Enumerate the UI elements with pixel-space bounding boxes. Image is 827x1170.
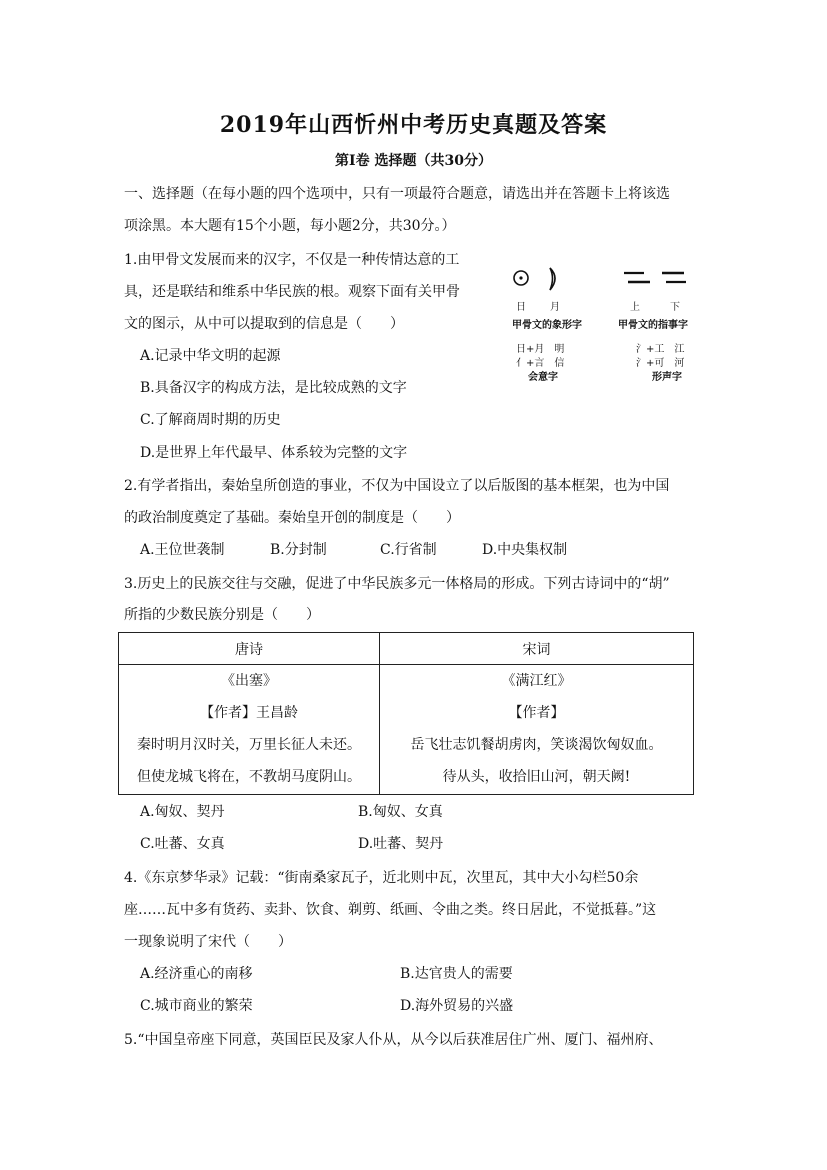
song-poem-line-1: 岳飞壮志饥餐胡虏肉，笑谈渴饮匈奴血。: [410, 737, 663, 753]
q4-option-c: C.城市商业的繁荣: [140, 998, 253, 1014]
tang-poem-author: 【作者】王昌龄: [200, 705, 298, 721]
q1-text-line-2: 具，还是联结和维系中华民族的根。观察下面有关甲骨: [124, 284, 460, 300]
poem-cell-song: [380, 665, 694, 795]
q1-option-d: D.是世界上年代最早、体系较为完整的文字: [140, 445, 408, 461]
moon-glyph-icon: [550, 268, 555, 290]
q2-option-a: A.王位世袭制: [140, 542, 225, 558]
page-title: 2019年山西忻州中考历史真题及答案: [219, 112, 608, 138]
q4-option-b: B.达官贵人的需要: [400, 966, 513, 982]
q4-option-a: A.经济重心的南移: [140, 966, 253, 982]
tang-poem-line-1: 秦时明月汉时关，万里长征人未还。: [137, 737, 361, 753]
q2-text-line-2: 的政治制度奠定了基础。秦始皇开创的制度是（ ）: [124, 510, 460, 526]
song-poem-line-2: 待从头，收拾旧山河，朝天阙!: [442, 769, 631, 785]
huiyi-caption: 会意字: [528, 372, 558, 383]
oracle-bone-figure: [500, 258, 700, 388]
q3-option-c: C.吐蕃、女真: [140, 836, 225, 852]
tang-poem-title: 《出塞》: [221, 673, 277, 689]
q3-text-line-1: 3.历史上的民族交往与交融，促进了中华民族多元一体格局的形成。下列古诗词中的“胡”: [124, 576, 670, 592]
xingsheng-row-2: 氵+可 河: [636, 358, 685, 369]
q2-option-b: B.分封制: [270, 542, 327, 558]
huiyi-row-1: 日+月 明: [516, 344, 565, 355]
instructions-line-2: 项涂黑。本大题有15个小题，每小题2分，共30分。）: [124, 218, 456, 234]
huiyi-row-2: 亻+言 信: [516, 358, 565, 369]
indicative-caption: 甲骨文的指事字: [618, 320, 688, 331]
q5-text-line-1: 5.“中国皇帝座下同意，英国臣民及家人仆从，从今以后获准居住广州、厦门、福州府、: [124, 1032, 663, 1048]
xingsheng-row-1: 氵+工 江: [636, 344, 685, 355]
q3-option-b: B.匈奴、女真: [358, 804, 443, 820]
q4-text-line-1: 4.《东京梦华录》记载：“街南桑家瓦子，近北则中瓦，次里瓦，其中大小勾栏50余: [124, 870, 639, 886]
q1-option-b: B.具备汉字的构成方法，是比较成熟的文字: [140, 380, 407, 396]
q4-option-d: D.海外贸易的兴盛: [400, 998, 514, 1014]
song-poem-title: 《满江红》: [501, 673, 572, 689]
section-subtitle: 第Ⅰ卷 选择题（共30分）: [335, 153, 492, 169]
q1-text-line-3: 文的图示，从中可以提取到的信息是（ ）: [124, 316, 404, 332]
glyph-label-shang: 上: [630, 302, 640, 313]
poem-table-body-row: [119, 665, 694, 795]
instructions-line-1: 一、选择题（在每小题的四个选项中，只有一项最符合题意，请选出并在答题卡上将该选: [124, 186, 670, 202]
q2-option-d: D.中央集权制: [482, 542, 568, 558]
poem-table-header-row: [119, 633, 694, 665]
poem-header-tang: 唐诗: [119, 633, 380, 665]
q4-text-line-2: 座……瓦中多有货药、卖卦、饮食、剃剪、纸画、令曲之类。终日居此，不觉抵暮。”这: [124, 902, 657, 918]
glyph-label-xia: 下: [670, 302, 680, 313]
xingsheng-caption: 形声字: [652, 372, 682, 383]
song-poem-author: 【作者】: [508, 705, 565, 721]
q1-text-line-1: 1.由甲骨文发展而来的汉字，不仅是一种传情达意的工: [124, 252, 460, 268]
tang-poem-line-2: 但使龙城飞将在，不教胡马度阴山。: [137, 769, 361, 785]
poem-cell-tang: [119, 665, 380, 795]
glyph-label-yue: 月: [550, 302, 560, 313]
sun-glyph-dot: [519, 276, 522, 279]
q3-option-a: A.匈奴、契丹: [140, 804, 225, 820]
q4-text-line-3: 一现象说明了宋代（ ）: [124, 934, 292, 950]
q3-text-line-2: 所指的少数民族分别是（ ）: [124, 607, 320, 623]
q1-option-a: A.记录中华文明的起源: [140, 348, 281, 364]
glyph-label-ri: 日: [516, 302, 526, 313]
poem-table: [118, 632, 694, 795]
q2-option-c: C.行省制: [380, 542, 437, 558]
q2-text-line-1: 2.有学者指出，秦始皇所创造的事业，不仅为中国设立了以后版图的基本框架，也为中国: [124, 478, 670, 494]
q1-option-c: C.了解商周时期的历史: [140, 412, 281, 428]
poem-header-song: 宋词: [380, 633, 694, 665]
q3-option-d: D.吐蕃、契丹: [358, 836, 444, 852]
pictograph-caption: 甲骨文的象形字: [512, 320, 582, 331]
